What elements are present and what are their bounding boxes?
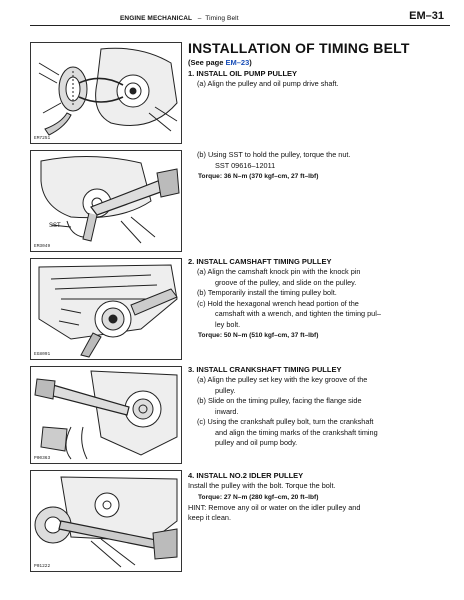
figure-code: P00363 (34, 456, 51, 461)
figure-oil-pump-pulley (30, 42, 182, 144)
step-text: inward. (215, 406, 239, 416)
step-text: pulley and oil pump body. (215, 438, 298, 447)
step-heading-oil-pump: 1. INSTALL OIL PUMP PULLEY (188, 69, 298, 78)
page-title: INSTALLATION OF TIMING BELT (188, 40, 410, 56)
page-number: EM–31 (409, 10, 444, 22)
crankshaft-pulley-drawing (31, 367, 181, 463)
section-camshaft (188, 256, 452, 341)
hint-text: keep it clean. (188, 513, 231, 522)
sst-label: SST (49, 223, 61, 229)
header-subsection: Timing Belt (205, 15, 239, 22)
step-text: (b) Slide on the timing pulley, facing the flange side (197, 396, 362, 405)
step-heading-camshaft: 2. INSTALL CAMSHAFT TIMING PULLEY (188, 257, 332, 266)
section-idler (188, 470, 452, 524)
step-text: camshaft with a wrench, and tighten the timing pul– (215, 309, 381, 318)
figure-code: EM7251 (34, 136, 51, 141)
torque-spec: Torque: 36 N–m (370 kgf–cm, 27 ft–lbf) (198, 173, 319, 180)
step-text: (b) Temporarily install the timing pulley bolt. (197, 288, 337, 297)
see-page-suffix: ) (249, 58, 252, 67)
step-text: (b) Using SST to hold the pulley, torque the nut. (197, 150, 351, 159)
see-page-reference (188, 58, 452, 68)
section-installation (188, 40, 452, 90)
step-text: (c) Hold the hexagonal wrench head portion of the (197, 298, 359, 308)
see-page-prefix: (See page (188, 58, 226, 67)
figure-camshaft-pulley (30, 258, 182, 360)
sst-pulley-drawing (31, 151, 181, 251)
camshaft-pulley-drawing (31, 259, 181, 359)
header-title (120, 15, 239, 22)
torque-spec: Torque: 50 N–m (510 kgf–cm, 37 ft–lbf) (198, 332, 319, 339)
page-header (0, 0, 464, 32)
header-separator: – (197, 15, 202, 22)
step-text: groove of the pulley, and slide on the pulley. (215, 277, 357, 287)
figure-sst-hold-pulley (30, 150, 182, 252)
step-text: (a) Align the pulley set key with the key groove of the (197, 375, 368, 384)
header-section: ENGINE MECHANICAL (120, 15, 193, 22)
step-text: (c) Using the crankshaft pulley bolt, turn the crankshaft (197, 417, 374, 426)
torque-spec: Torque: 27 N–m (280 kgf–cm, 20 ft–lbf) (198, 493, 319, 501)
idler-pulley-drawing (31, 471, 181, 571)
see-page-link[interactable]: EM–23 (225, 58, 250, 67)
oil-pump-pulley-drawing (31, 43, 181, 143)
sst-number: SST 09616–12011 (215, 160, 276, 170)
step-text: (a) Align the camshaft knock pin with the knock pin (197, 267, 361, 276)
figure-code: EG8091 (34, 352, 51, 357)
figure-code: EM3049 (34, 244, 51, 249)
section-crankshaft (188, 364, 452, 449)
step-text: (a) Align the pulley and oil pump drive shaft. (197, 79, 339, 88)
section-sst (188, 150, 452, 182)
step-text: Install the pulley with the bolt. Torque the bolt. (188, 481, 336, 490)
figure-crankshaft-pulley (30, 366, 182, 464)
step-text: and align the timing marks of the crankshaft timing (215, 427, 378, 437)
header-rule (30, 25, 450, 26)
step-text: pulley. (215, 385, 236, 395)
figure-code: P01222 (34, 564, 51, 569)
step-heading-crankshaft: 3. INSTALL CRANKSHAFT TIMING PULLEY (188, 365, 342, 374)
hint-text: HINT: Remove any oil or water on the idler pulley and (188, 502, 361, 512)
figure-idler-pulley (30, 470, 182, 572)
step-text: ley bolt. (215, 319, 241, 329)
step-heading-idler: 4. INSTALL NO.2 IDLER PULLEY (188, 471, 304, 480)
